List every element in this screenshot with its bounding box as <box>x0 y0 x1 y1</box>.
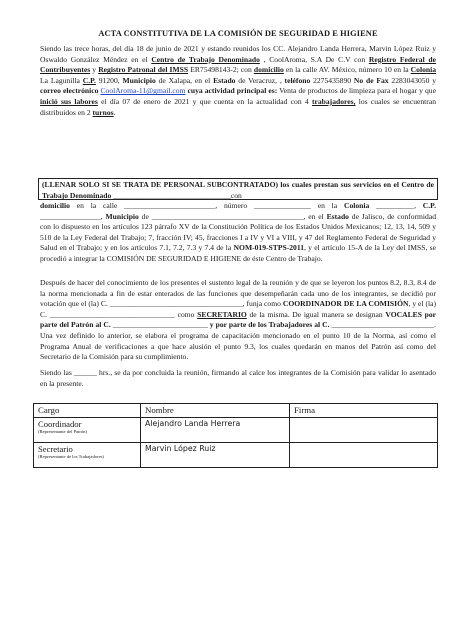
paragraph-designation <box>40 278 436 363</box>
paragraph-intro <box>40 44 436 118</box>
header-firma: Firma <box>290 404 438 418</box>
nombre-cell: Marvin López Ruiz <box>141 443 290 468</box>
text-bold: Estado <box>213 75 236 85</box>
cargo-label: Coordinador <box>38 419 82 429</box>
paragraph-legal <box>40 201 436 265</box>
text-bold: SECRETARIO <box>197 309 247 319</box>
text-bold: COORDINADOR DE LA COMISIÓN <box>282 299 409 309</box>
table-header-row <box>34 404 438 418</box>
cargo-cell <box>34 443 141 468</box>
text: __________, <box>369 201 423 210</box>
text: Venta de productos de limpieza para el hogar y que <box>277 86 436 96</box>
text-bold: Colonia <box>410 65 436 75</box>
text: _________________________ <box>110 320 210 330</box>
text-bold: Estado <box>326 211 349 221</box>
text: los cuales se encuentran distribuidos en 2 <box>40 96 436 117</box>
document-title: ACTA CONSTITUTIVA DE LA COMISIÓN DE SEGURIDAD E HIGIENE <box>98 29 378 38</box>
cargo-sublabel: (Representante de los Trabajadores) <box>38 454 104 459</box>
text: Siendo las trece horas, del día 18 de junio de 2021 y estando reunidos los CC. Alejandro Landa Herrera, Marvin López Ruiz y Oswaldo González Méndez en el <box>40 44 436 64</box>
text: y <box>90 65 99 75</box>
text-bold: Registro Federal de Contribuyentes <box>40 54 437 75</box>
text: el día 07 de enero de 2021 y que cuenta en la actualidad con 4 <box>97 96 312 106</box>
text-bold: NOM-019-STPS-2011 <box>233 243 305 253</box>
text-bold: domicilio <box>40 201 70 210</box>
text: . <box>113 107 116 117</box>
text: de la misma. De igual manera se designan <box>246 309 386 319</box>
nombre-cell: Alejandro Landa Herrera <box>141 418 290 443</box>
text: Después de hacer del conocimiento de los presentes el sustento legal de la reunión y de que se leyeron los puntos 8.2, 8.3, 8.4 de la norma mencionada a fin de estar enterados de las funciones que desempeñarán cada uno de los integrantes, se decidió por votación que el (la) C. ___________________________________, funja como <box>40 278 436 309</box>
email-link[interactable]: CoolAroma-11@gmail.com <box>100 86 186 96</box>
text-bold: Centro de Trabajo Denominado <box>151 54 260 64</box>
header-nombre: Nombre <box>141 404 290 418</box>
text-bold: trabajadores, <box>311 96 356 106</box>
text: de Xalapa, en el <box>155 75 214 85</box>
text-bold: inició sus labores <box>40 96 98 106</box>
text-bold: Municipio <box>105 211 139 221</box>
text: en la calle AV. México, número 10 en la <box>283 65 411 75</box>
text: 91200, <box>95 75 123 85</box>
signature-table <box>33 403 438 468</box>
paragraph-closing: Siendo las ______ hrs., se da por concluida la reunión, firmando al calce los integrantes de la Comisión para validar lo asentado en la presente. <box>40 368 436 388</box>
text-bold: No de Fax <box>353 75 389 85</box>
cargo-cell <box>34 418 141 443</box>
text: 2283043050 y <box>388 75 436 85</box>
subcontract-text <box>42 180 434 201</box>
text: , CoolAroma, S.A De C.V con <box>259 54 369 64</box>
text-bold: cuya actividad principal es: <box>185 86 278 96</box>
text-bold: VOCALES por parte del Patrón al C. <box>40 309 436 330</box>
text-bold: turnos <box>92 107 114 117</box>
text: , y el (la) C. _________________________________ como <box>40 299 437 319</box>
firma-cell[interactable] <box>290 418 438 443</box>
text-bold: y por parte de los Trabajadores al C. <box>209 320 330 330</box>
header-cargo: Cargo <box>34 404 141 418</box>
text-bold: C.P. <box>422 201 436 210</box>
text-bold: (LLENAR SOLO SI SE TRATA DE PERSONAL SUBCONTRATADO) los cuales prestan sus servicios en el Centro de Trabajo Denominado <box>42 180 434 200</box>
cargo-sublabel: (Representante del Patrón) <box>38 429 87 434</box>
firma-cell[interactable] <box>290 443 438 468</box>
text: ER75498143-2; con <box>188 65 254 75</box>
text-bold: Municipio <box>122 75 156 85</box>
text-bold: Colonia <box>343 201 370 210</box>
table-row <box>34 418 438 443</box>
text: de ________________________________________, en el <box>138 211 327 221</box>
text: de Veracruz, , <box>235 75 285 85</box>
text: de Jalisco, de conformidad con lo dispuesto en los artículos 123 párrafo XV de la Constitución Política de los Estados Unidos Mexicanos; 12, 13, 14, 509 y 510 de la Ley Federal del Trabajo; 7, fracción IV; 45, fracciones I a IV y VI a VIII, y 47 del Reglamento Federal de Seguridad y Salud en el Trabajo; y en los artículos 7.1, 7.2, 7.3 y 7.4 de la <box>40 211 437 253</box>
text: _______________________________con <box>111 190 242 200</box>
text-bold: domicilio <box>253 65 284 75</box>
text: La Lagunilla <box>40 75 83 85</box>
text: ________________, <box>40 211 106 221</box>
text-bold: C.P. <box>82 75 96 85</box>
table-row <box>34 443 438 468</box>
text-bold: teléfono <box>284 75 311 85</box>
cargo-label: Secretario <box>38 444 73 454</box>
text: en la calle ________________________, número _______________ en la <box>69 201 344 210</box>
text: 2275435890 <box>310 75 354 85</box>
text-bold: Registro Patronal del IMSS <box>98 65 189 75</box>
text: , y el artículo 15-A de la Ley del IMSS, se procedió a integrar la COMISIÓN DE SEGURIDAD E HIGIENE de éste Centro de Trabajo. <box>40 243 436 263</box>
text-bold: correo electrónico <box>40 86 99 96</box>
text: ___________________________. Una vez definido lo anterior, se elabora el programa de capacitación mencionado en el punto 10 de la Norma, así como el Programa Anual de verificaciones a que hace alusión el punto 9.3, los cuales quedarán en manos del Patrón así como del Secretario de la Comisión para su cumplimiento. <box>40 320 437 362</box>
